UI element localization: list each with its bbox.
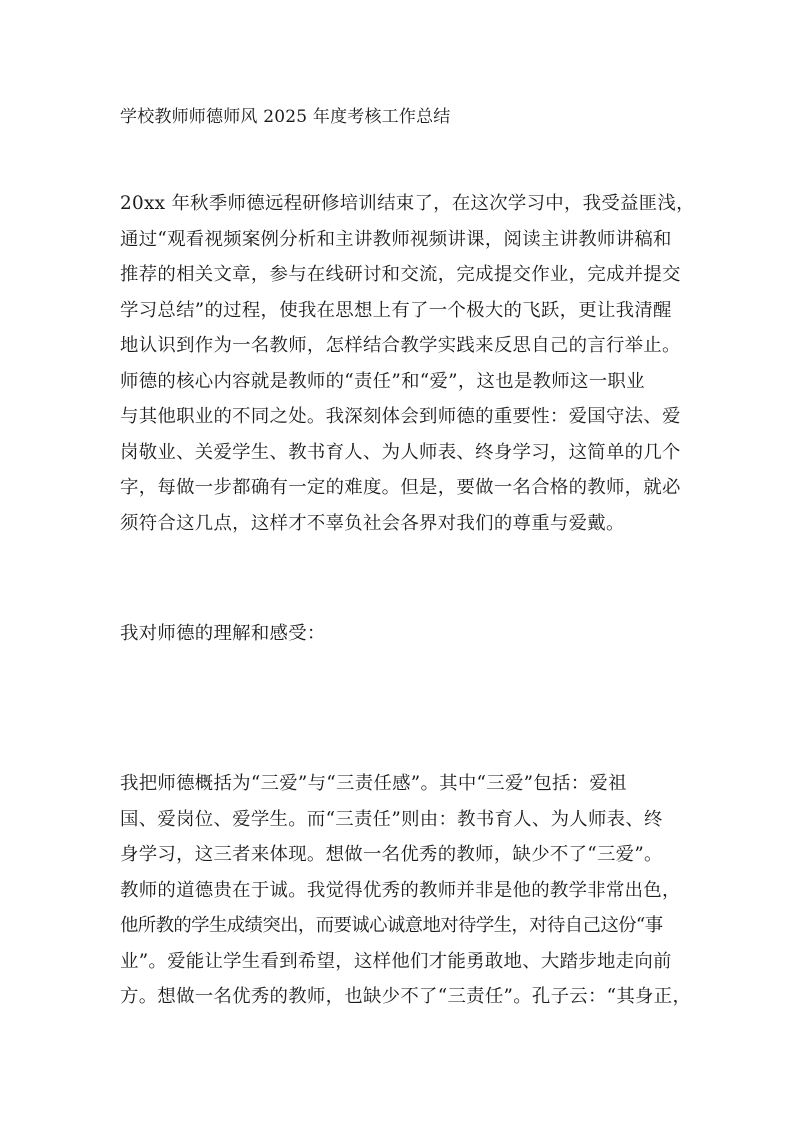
- text-line: 须符合这几点，这样才不辜负社会各界对我们的尊重与爱戴。: [120, 512, 625, 534]
- text-line: 学习总结”的过程，使我在思想上有了一个极大的飞跃，更让我清醒: [120, 299, 672, 321]
- document-title: 学校教师师德师风 2025 年度考核工作总结: [120, 107, 451, 127]
- text-line: 业”。爱能让学生看到希望，这样他们才能勇敢地、大踏步地走向前: [120, 950, 672, 972]
- text-line: 教师的道德贵在于诚。我觉得优秀的教师并非是他的教学非常出色，: [120, 879, 681, 901]
- text-line: 师德的核心内容就是教师的“责任”和“爱”，这也是教师这一职业: [120, 370, 645, 392]
- text-line: 身学习，这三者来体现。想做一名优秀的教师，缺少不了“三爱”。: [120, 844, 663, 865]
- text-line: 20xx 年秋季师德远程研修培训结束了，在这次学习中，我受益匪浅，: [120, 193, 695, 214]
- text-line: 推荐的相关文章，参与在线研讨和交流，完成提交作业，完成并提交: [120, 264, 681, 285]
- text-line: 国、爱岗位、爱学生。而“三责任”则由：教书育人、为人师表、终: [120, 808, 663, 830]
- text-line: 字，每做一步都确有一定的难度。但是，要做一名合格的教师，就必: [120, 477, 681, 498]
- text-line: 与其他职业的不同之处。我深刻体会到师德的重要性：爱国守法、爱: [120, 406, 681, 427]
- section-heading-block: [120, 616, 680, 652]
- paragraph-intro: [120, 186, 695, 541]
- text-line: 地认识到作为一名教师，怎样结合教学实践来反思自己的言行举止。: [120, 335, 681, 356]
- paragraph-understanding: [120, 766, 692, 1015]
- text-line: 我把师德概括为“三爱”与“三责任感”。其中“三爱”包括：爱祖: [120, 773, 627, 794]
- text-line: 通过“观看视频案例分析和主讲教师视频讲课，阅读主讲教师讲稿和: [120, 228, 672, 250]
- text-line: 岗敬业、关爱学生、教书育人、为人师表、终身学习，这简单的几个: [120, 441, 681, 463]
- text-line: 他所教的学生成绩突出，而要诚心诚意地对待学生，对待自己这份“事: [120, 915, 663, 936]
- section-heading: 我对师德的理解和感受：: [120, 623, 326, 644]
- text-line: 方。想做一名优秀的教师，也缺少不了“三责任”。孔子云：“其身正，: [120, 986, 692, 1007]
